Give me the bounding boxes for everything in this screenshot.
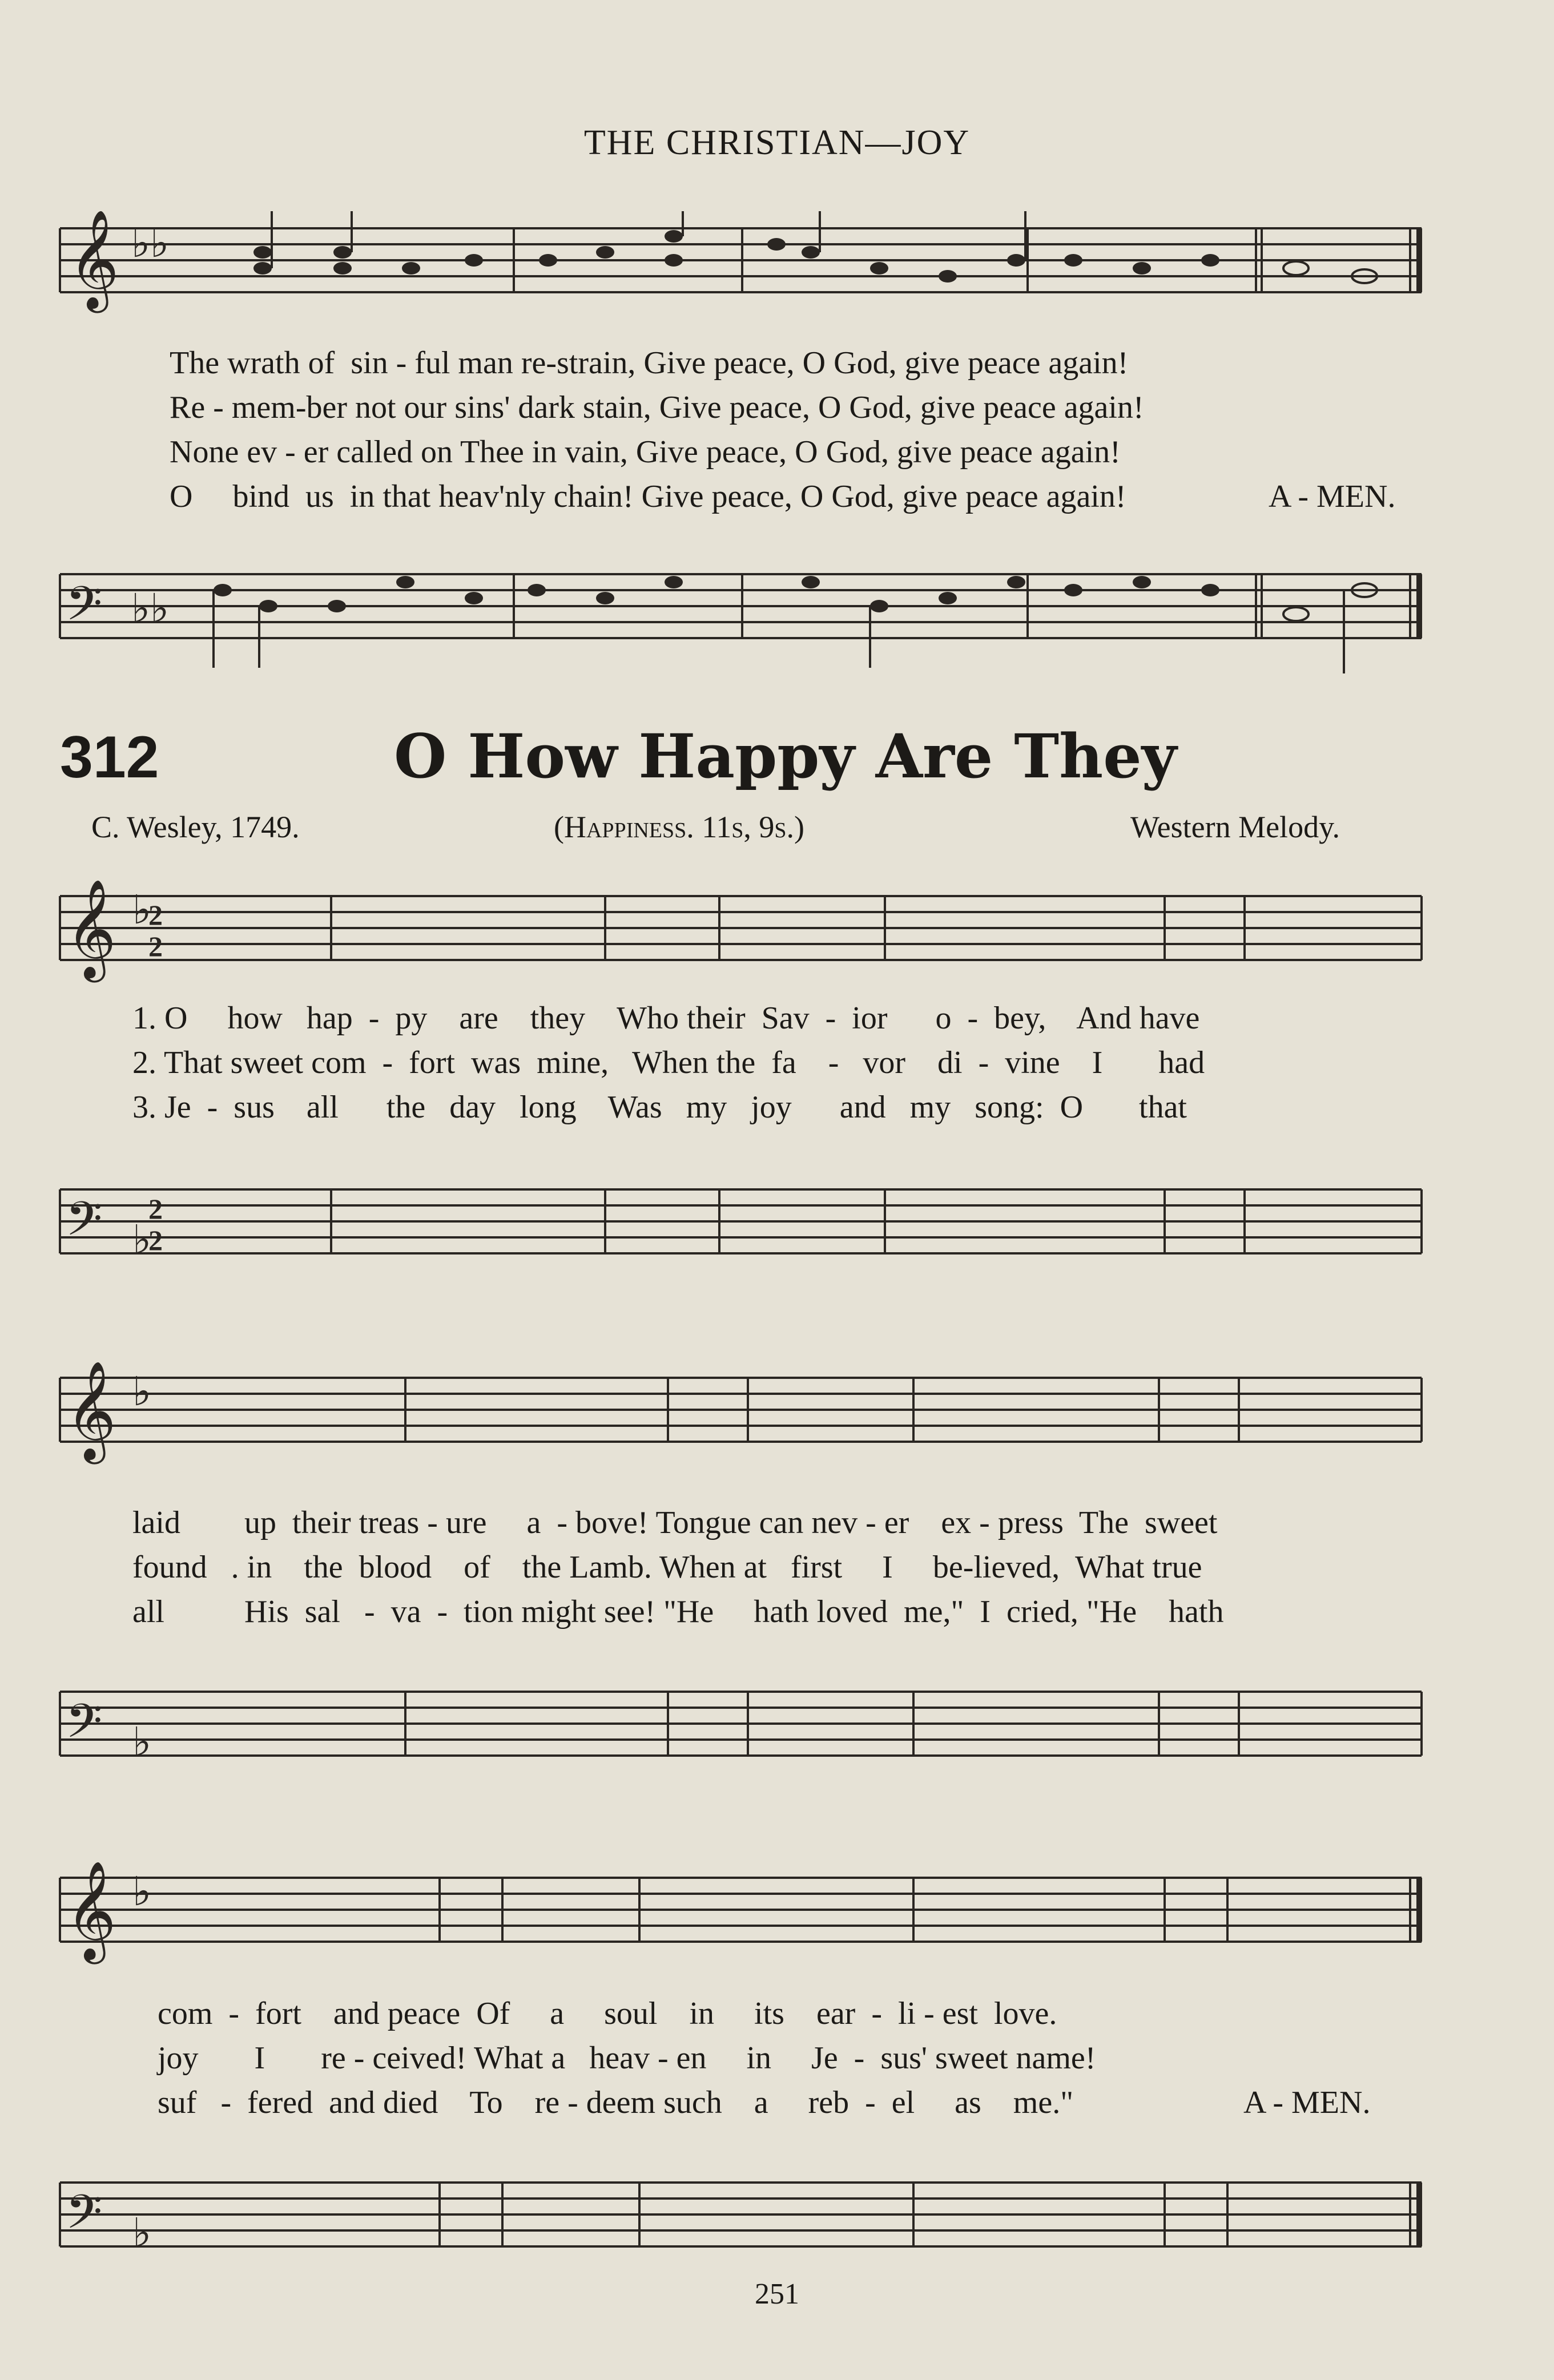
svg-text:♭: ♭ <box>132 1721 152 1765</box>
hymn-author: C. Wesley, 1749. <box>91 810 300 844</box>
hymn-verse-2-system-1: 2. That sweet com - fort was mine, When the fa - vor di - vine I had <box>132 1045 1205 1080</box>
hymn-title: O How Happy Are They <box>394 720 1177 792</box>
hymn-tune: (Happiness. 11s, 9s.) <box>554 810 805 844</box>
bass-staff-2 <box>0 1644 1554 1781</box>
svg-text:𝄢: 𝄢 <box>66 576 103 643</box>
svg-text:𝄞: 𝄞 <box>66 1361 116 1460</box>
svg-text:𝄞: 𝄞 <box>69 211 119 309</box>
hymn-number: 312 <box>60 724 159 790</box>
prev-lyric-line-4: O bind us in that heav'nly chain! Give peace, O God, give peace again! A - MEN. <box>170 479 1396 514</box>
svg-text:♭: ♭ <box>132 2212 152 2256</box>
svg-text:2: 2 <box>148 1193 163 1225</box>
hymn-verse-2-system-2: found . in the blood of the Lamb. When at first I be-lieved, What true <box>132 1550 1202 1585</box>
treble-staff-2 <box>0 1347 1554 1495</box>
bass-staff-1 <box>0 1141 1554 1273</box>
treble-staff-prev <box>0 211 1554 325</box>
bass-staff-prev <box>0 525 1554 673</box>
bass-staff-3 <box>0 2135 1554 2272</box>
amen-312: A - MEN. <box>1243 2085 1371 2120</box>
svg-text:𝄞: 𝄞 <box>66 1861 116 1960</box>
running-head: THE CHRISTIAN—JOY <box>583 123 971 162</box>
svg-text:2: 2 <box>148 1224 163 1256</box>
svg-text:♭♭: ♭♭ <box>131 587 170 631</box>
prev-lyric-line-2: Re - mem-ber not our sins' dark stain, Give peace, O God, give peace again! <box>170 390 1144 425</box>
hymn-verse-2-system-3: joy I re - ceived! What a heav - en in Je - sus' sweet name! <box>158 2040 1096 2076</box>
hymn-source: Western Melody. <box>1130 810 1340 844</box>
svg-text:2: 2 <box>148 930 163 962</box>
svg-text:♭: ♭ <box>132 889 152 933</box>
svg-text:𝄞: 𝄞 <box>66 879 116 978</box>
amen-prev: A - MEN. <box>1269 479 1396 514</box>
hymn-verse-1-system-3: com - fort and peace Of a soul in its ear - li - est love. <box>158 1996 1057 2031</box>
hymn-verse-1-system-1: 1. O how hap - py are they Who their Sav - ior o - bey, And have <box>132 1001 1200 1036</box>
hymn-verse-1-system-2: laid up their treas - ure a - bove! Tongue can nev - er ex - press The sweet <box>132 1505 1218 1540</box>
svg-text:2: 2 <box>148 899 163 931</box>
svg-text:♭: ♭ <box>132 1370 152 1414</box>
svg-text:♭: ♭ <box>132 1870 152 1914</box>
svg-text:♭♭: ♭♭ <box>131 222 170 266</box>
hymn-verse-3-system-1: 3. Je - sus all the day long Was my joy and my song: O that <box>132 1090 1187 1125</box>
hymn-verse-3-system-3: suf - fered and died To re - deem such a reb - el as me." A - MEN. <box>158 2085 1371 2120</box>
svg-text:𝄢: 𝄢 <box>66 1191 103 1258</box>
svg-text:♭: ♭ <box>132 1219 152 1262</box>
svg-text:𝄢: 𝄢 <box>66 2184 103 2251</box>
treble-staff-3 <box>0 1844 1554 1980</box>
treble-staff-1 <box>0 862 1554 993</box>
prev-lyric-line-3: None ev - er called on Thee in vain, Give peace, O God, give peace again! <box>170 434 1121 470</box>
hymn-verse-3-system-2: all His sal - va - tion might see! "He hath loved me," I cried, "He hath <box>132 1594 1224 1629</box>
prev-lyric-line-1: The wrath of sin - ful man re-strain, Give peace, O God, give peace again! <box>170 345 1129 381</box>
svg-text:𝄢: 𝄢 <box>66 1693 103 1760</box>
page-number: 251 <box>755 2278 799 2310</box>
